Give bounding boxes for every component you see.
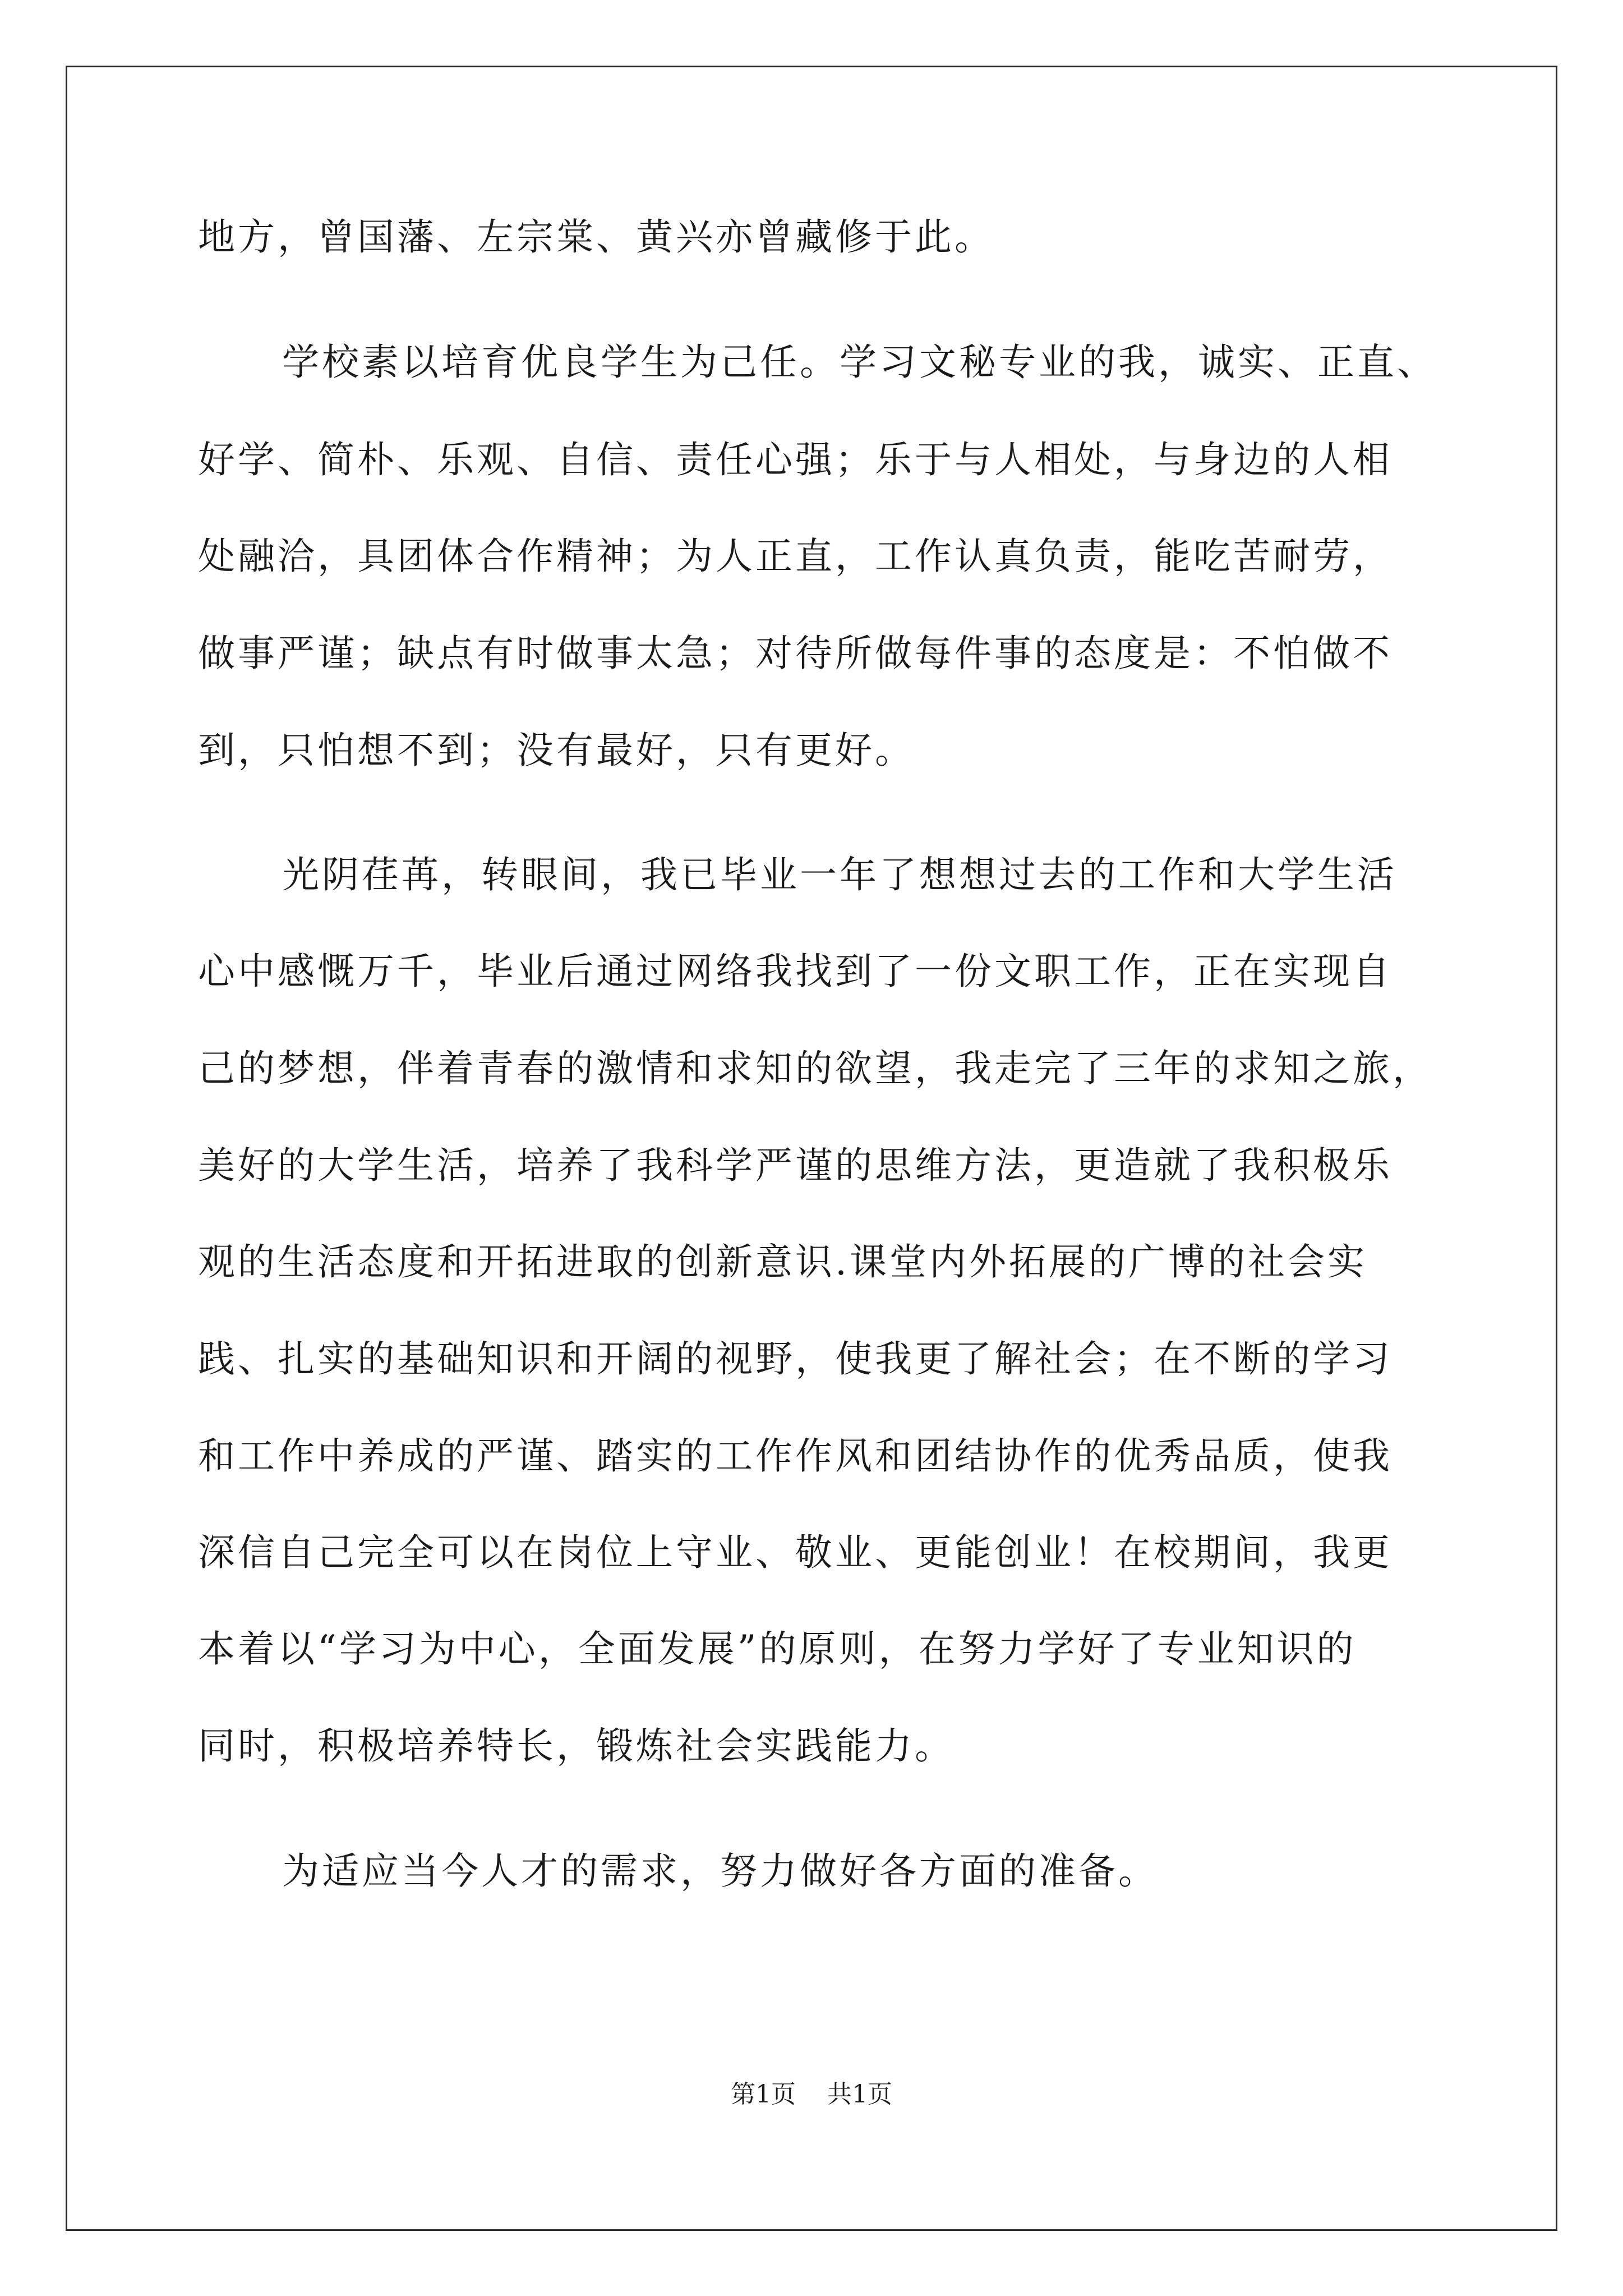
text-line: 践、扎实的基础知识和开阔的视野，使我更了解社会；在不断的学习 [198,1337,1393,1381]
paragraph-line: 为适应当今人才的需求，努力做好各方面的准备。 [282,1849,1158,1893]
text-line: 己的梦想，伴着青春的激情和求知的欲望，我走完了三年的求知之旅， [198,1047,1432,1090]
page-footer [0,2079,1623,2110]
text-line: 到，只怕想不到；没有最好，只有更好。 [198,729,915,772]
paragraph-line: 光阴荏苒，转眼间，我已毕业一年了想想过去的工作和大学生活 [282,853,1397,896]
text-line: 观的生活态度和开拓进取的创新意识.课堂内外拓展的广博的社会实 [198,1240,1367,1283]
page-total: 共1页 [827,2080,892,2109]
text-line: 地方，曾国藩、左宗棠、黄兴亦曾藏修于此。 [198,215,994,259]
text-line: 和工作中养成的严谨、踏实的工作作风和团结协作的优秀品质，使我 [198,1434,1393,1478]
paragraph-line: 学校素以培育优良学生为己任。学习文秘专业的我，诚实、正直、 [282,341,1437,384]
text-line: 美好的大学生活，培养了我科学严谨的思维方法，更造就了我积极乐 [198,1144,1393,1187]
text-line: 处融洽，具团体合作精神；为人正直，工作认真负责，能吃苦耐劳， [198,535,1393,578]
text-line: 好学、简朴、乐观、自信、责任心强；乐于与人相处，与身边的人相 [198,438,1393,481]
text-line: 本着以“学习为中心，全面发展”的原则，在努力学好了专业知识的 [198,1627,1357,1671]
text-line: 心中感慨万千，毕业后通过网络我找到了一份文职工作，正在实现自 [198,950,1393,993]
text-line: 同时，积极培养特长，锻炼社会实践能力。 [198,1724,955,1768]
text-line: 深信自己完全可以在岗位上守业、敬业、更能创业！在校期间，我更 [198,1531,1393,1574]
text-line: 做事严谨；缺点有时做事太急；对待所做每件事的态度是：不怕做不 [198,632,1393,675]
page-number: 第1页 [731,2080,796,2109]
